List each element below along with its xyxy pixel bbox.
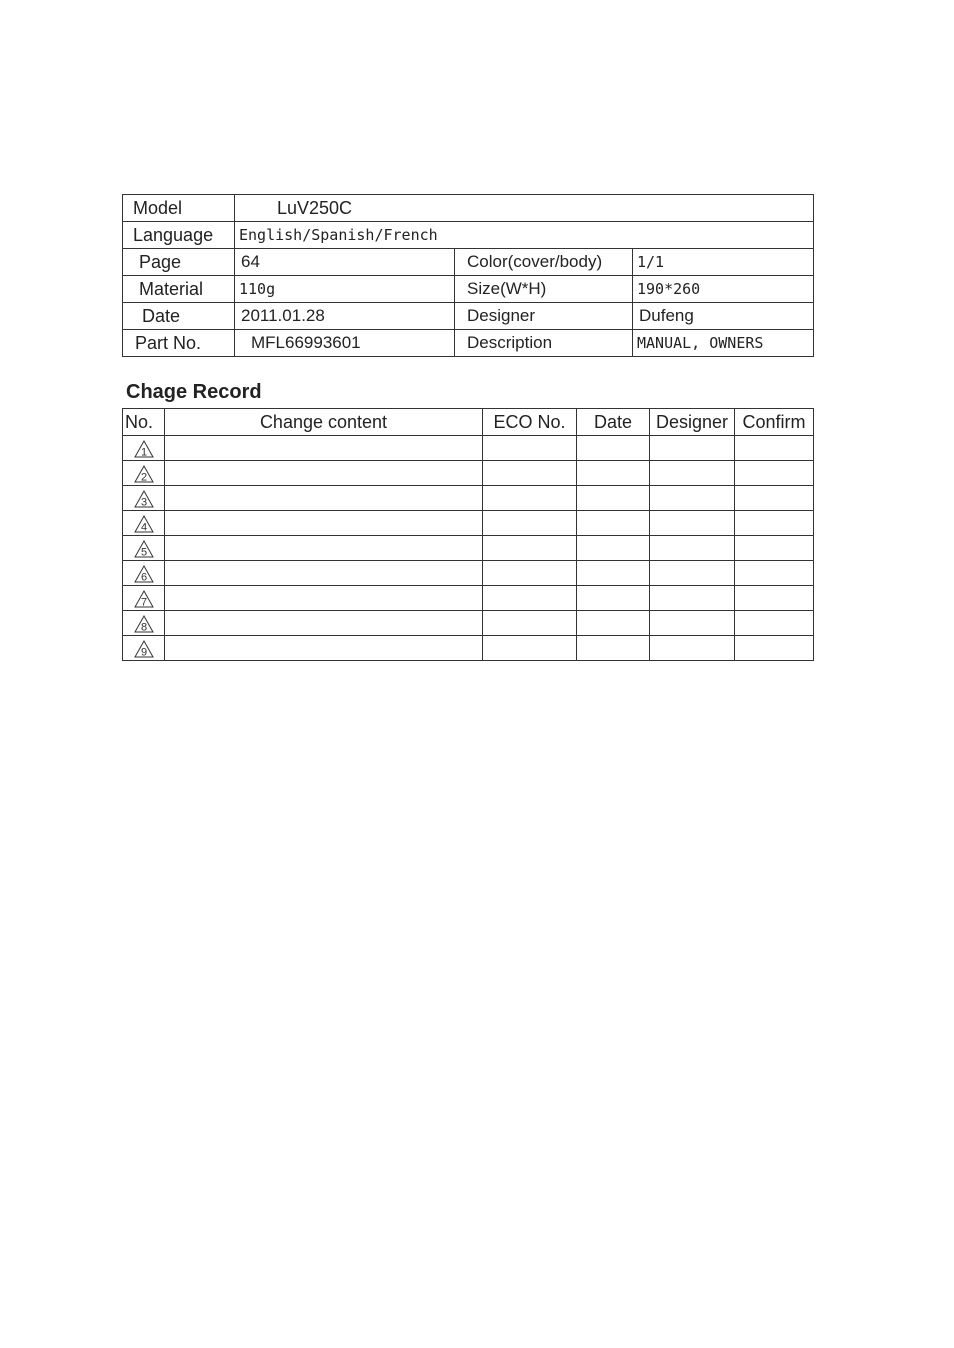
row-number-cell: [123, 536, 165, 561]
size-value: 190*260: [633, 276, 814, 303]
change-content-cell: [165, 636, 483, 661]
revision-number: 2: [140, 471, 147, 483]
table-row: [123, 461, 814, 486]
col-date: Date: [577, 409, 650, 436]
designer-cell: [650, 561, 735, 586]
row-number-cell: [123, 611, 165, 636]
eco-no-cell: [483, 461, 577, 486]
confirm-cell: [735, 511, 814, 536]
revision-triangle-icon: [134, 590, 154, 608]
page-label: Page: [123, 249, 235, 276]
spec-row-language: [123, 222, 814, 249]
revision-number: 5: [140, 546, 147, 558]
table-row: [123, 561, 814, 586]
confirm-cell: [735, 536, 814, 561]
language-label: Language: [123, 222, 235, 249]
date-cell: [577, 561, 650, 586]
change-content-cell: [165, 536, 483, 561]
col-designer: Designer: [650, 409, 735, 436]
row-number-cell: [123, 461, 165, 486]
designer-cell: [650, 486, 735, 511]
partno-value: MFL66993601: [235, 330, 455, 357]
table-row: [123, 611, 814, 636]
col-eco-no: ECO No.: [483, 409, 577, 436]
eco-no-cell: [483, 561, 577, 586]
description-label: Description: [455, 330, 633, 357]
eco-no-cell: [483, 586, 577, 611]
revision-triangle-icon: [134, 640, 154, 658]
revision-triangle-icon: [134, 565, 154, 583]
revision-number: 3: [140, 496, 147, 508]
row-number-cell: [123, 486, 165, 511]
date-cell: [577, 511, 650, 536]
revision-number: 1: [140, 446, 147, 458]
table-row: [123, 586, 814, 611]
table-row: [123, 486, 814, 511]
revision-triangle-icon: [134, 540, 154, 558]
spec-row-model: [123, 195, 814, 222]
revision-number: 6: [140, 571, 147, 583]
confirm-cell: [735, 561, 814, 586]
change-record-table: [122, 408, 814, 661]
material-value: 110g: [235, 276, 455, 303]
change-content-cell: [165, 436, 483, 461]
spec-row-material: [123, 276, 814, 303]
size-label: Size(W*H): [455, 276, 633, 303]
date-value: 2011.01.28: [235, 303, 455, 330]
confirm-cell: [735, 586, 814, 611]
revision-number: 9: [140, 646, 147, 658]
revision-number: 7: [140, 596, 147, 608]
model-label: Model: [123, 195, 235, 222]
revision-number: 4: [140, 521, 147, 533]
designer-cell: [650, 586, 735, 611]
date-cell: [577, 611, 650, 636]
row-number-cell: [123, 436, 165, 461]
revision-triangle-icon: [134, 490, 154, 508]
col-change-content: Change content: [165, 409, 483, 436]
change-content-cell: [165, 586, 483, 611]
change-content-cell: [165, 561, 483, 586]
designer-cell: [650, 636, 735, 661]
table-row: [123, 536, 814, 561]
color-label: Color(cover/body): [455, 249, 633, 276]
eco-no-cell: [483, 536, 577, 561]
material-label: Material: [123, 276, 235, 303]
language-value: English/Spanish/French: [235, 222, 814, 249]
table-row: [123, 511, 814, 536]
eco-no-cell: [483, 611, 577, 636]
table-row: [123, 636, 814, 661]
confirm-cell: [735, 611, 814, 636]
row-number-cell: [123, 511, 165, 536]
date-cell: [577, 436, 650, 461]
change-content-cell: [165, 461, 483, 486]
designer-cell: [650, 611, 735, 636]
designer-cell: [650, 536, 735, 561]
color-value: 1/1: [633, 249, 814, 276]
eco-no-cell: [483, 486, 577, 511]
col-confirm: Confirm: [735, 409, 814, 436]
designer-cell: [650, 461, 735, 486]
description-value: MANUAL, OWNERS: [633, 330, 814, 357]
change-header-row: [123, 409, 814, 436]
eco-no-cell: [483, 436, 577, 461]
eco-no-cell: [483, 636, 577, 661]
spec-row-date: [123, 303, 814, 330]
revision-triangle-icon: [134, 615, 154, 633]
confirm-cell: [735, 636, 814, 661]
designer-value: Dufeng: [633, 303, 814, 330]
row-number-cell: [123, 561, 165, 586]
revision-triangle-icon: [134, 515, 154, 533]
change-record-title: Chage Record: [126, 381, 262, 403]
designer-cell: [650, 511, 735, 536]
table-row: [123, 436, 814, 461]
revision-triangle-icon: [134, 465, 154, 483]
revision-number: 8: [140, 621, 147, 633]
confirm-cell: [735, 436, 814, 461]
spec-table: [122, 194, 814, 357]
designer-label: Designer: [455, 303, 633, 330]
row-number-cell: [123, 636, 165, 661]
date-cell: [577, 586, 650, 611]
change-content-cell: [165, 511, 483, 536]
model-value: LuV250C: [235, 195, 814, 222]
revision-triangle-icon: [134, 440, 154, 458]
date-cell: [577, 636, 650, 661]
row-number-cell: [123, 586, 165, 611]
spec-row-partno: [123, 330, 814, 357]
page-value: 64: [235, 249, 455, 276]
date-cell: [577, 486, 650, 511]
date-cell: [577, 461, 650, 486]
spec-row-page: [123, 249, 814, 276]
confirm-cell: [735, 486, 814, 511]
date-cell: [577, 536, 650, 561]
confirm-cell: [735, 461, 814, 486]
eco-no-cell: [483, 511, 577, 536]
change-content-cell: [165, 611, 483, 636]
change-content-cell: [165, 486, 483, 511]
col-no: No.: [123, 409, 165, 436]
date-label: Date: [123, 303, 235, 330]
designer-cell: [650, 436, 735, 461]
partno-label: Part No.: [123, 330, 235, 357]
